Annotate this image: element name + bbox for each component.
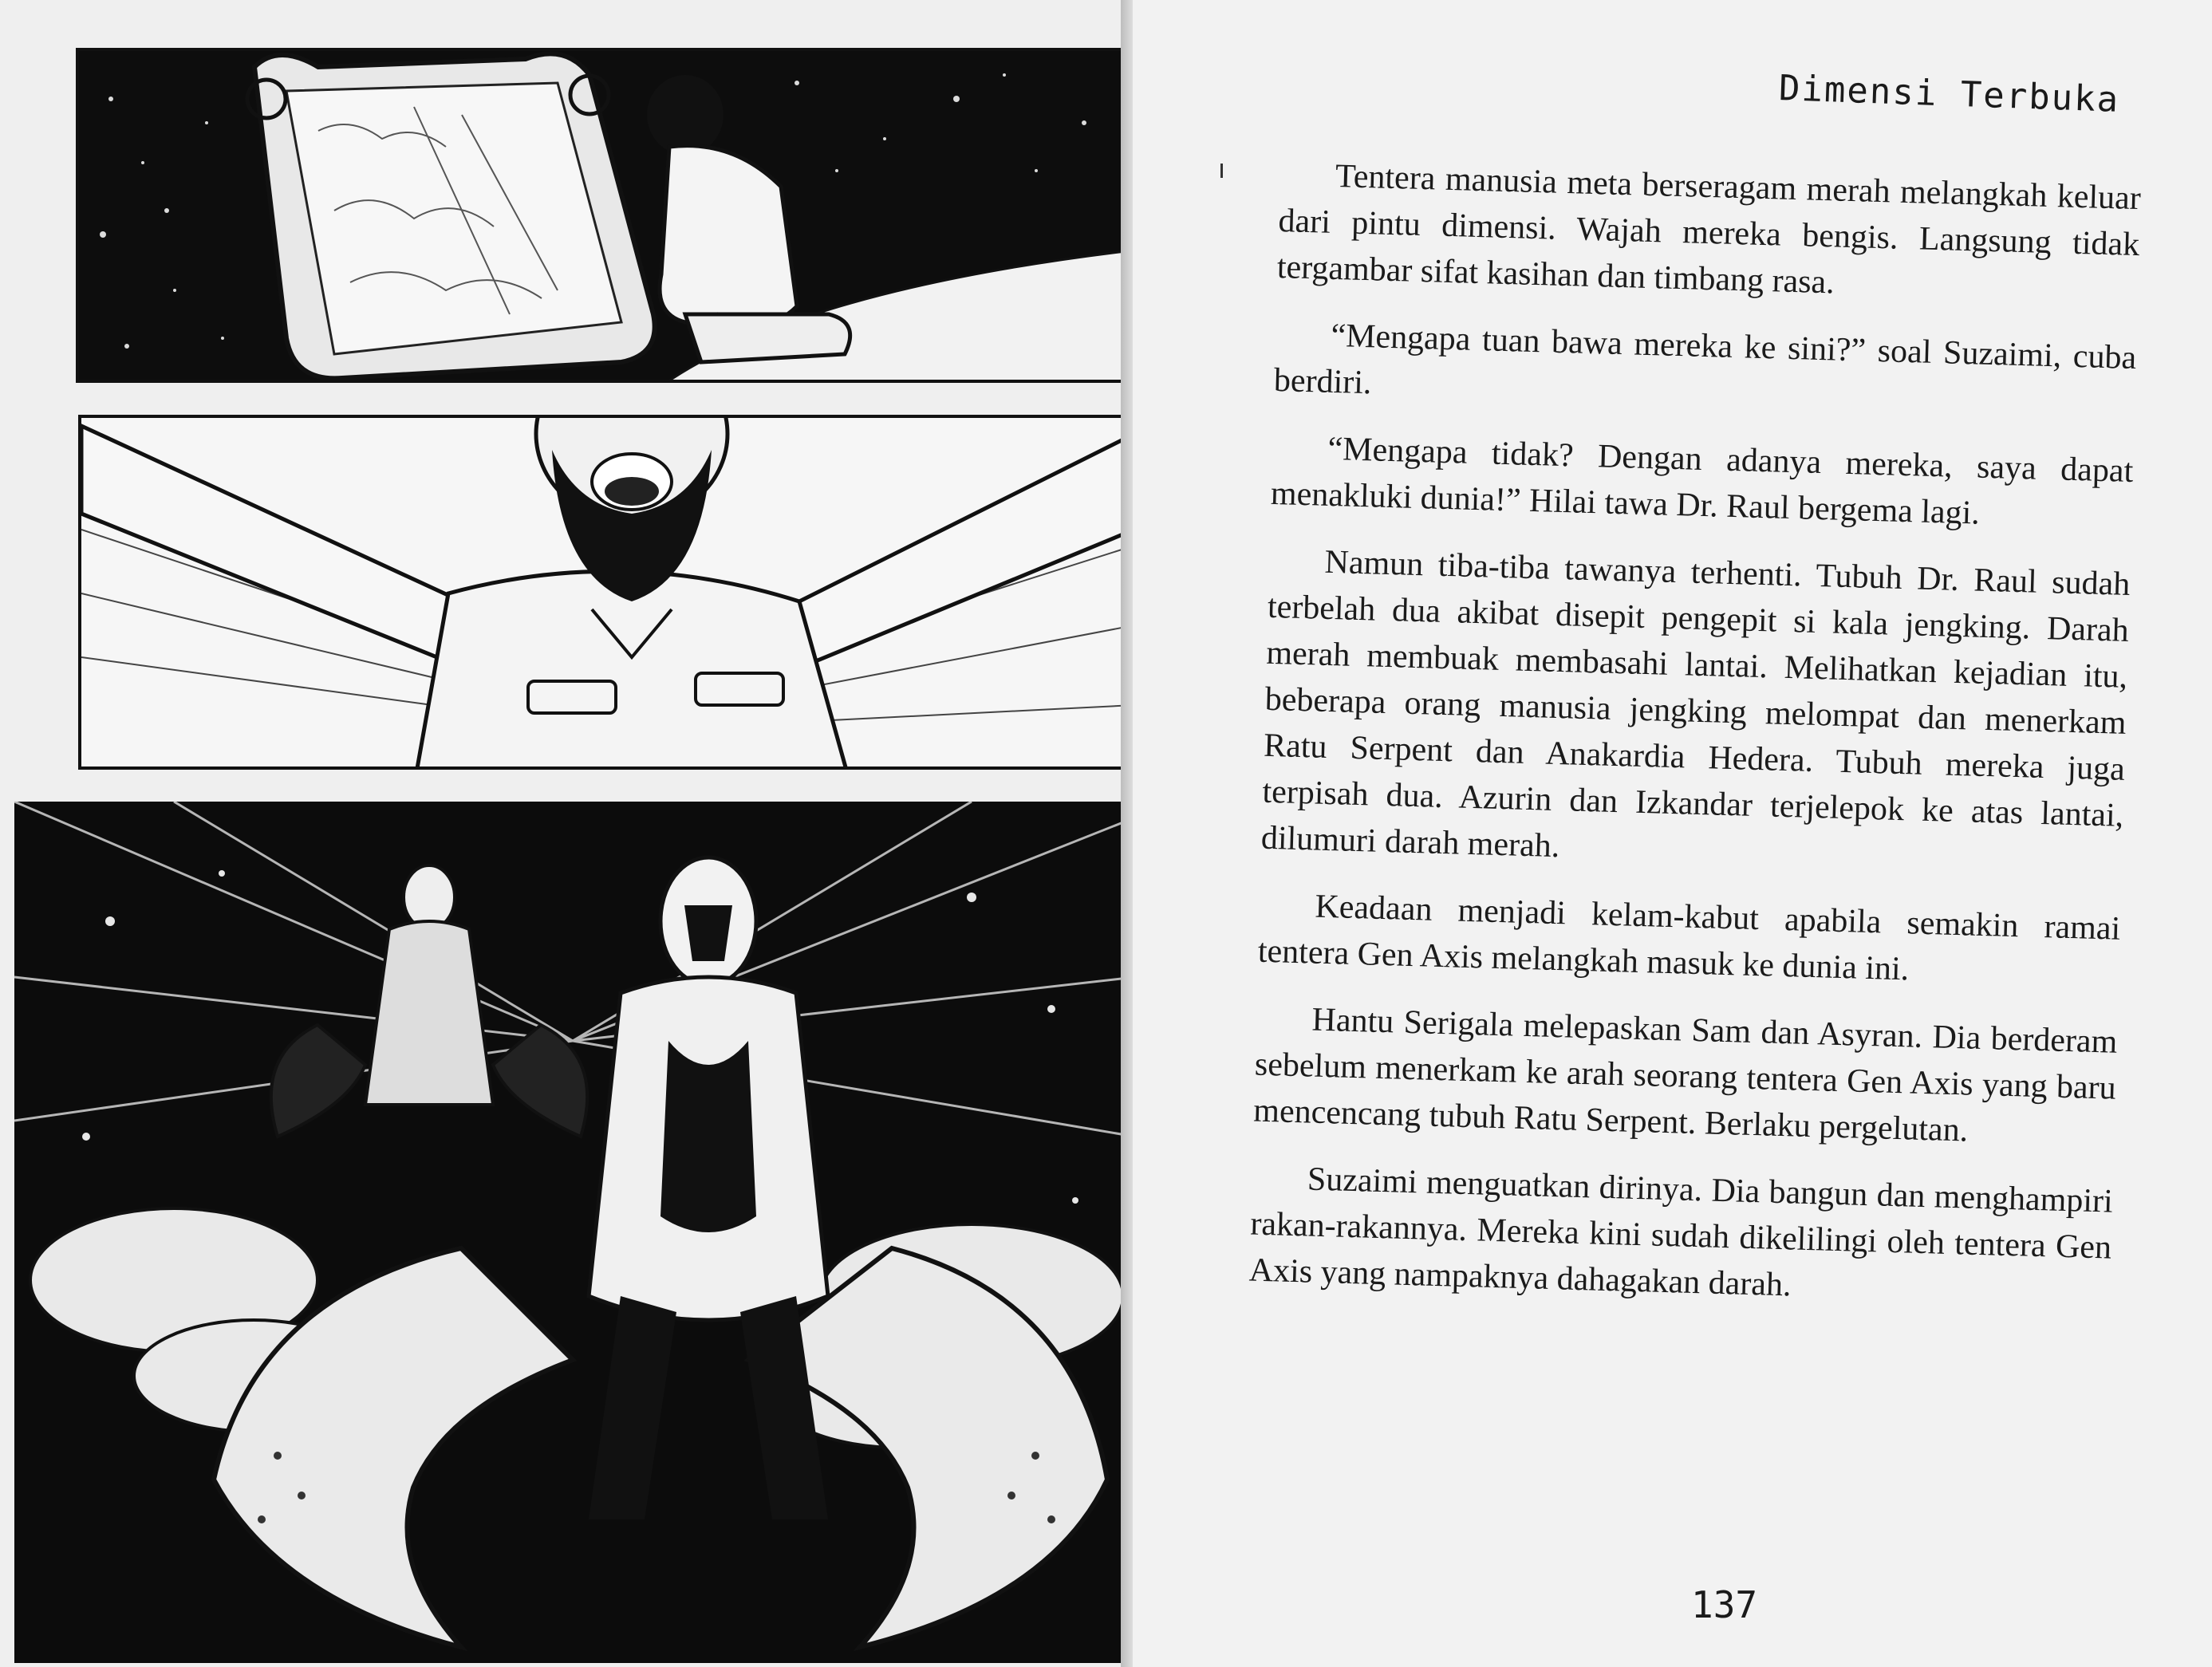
paragraph: Tentera manusia meta berseragam merah melangkah keluar dari pintu dimensi. Wajah mereka bengis. Langsung tidak tergambar sifat kasihan dan timbang rasa. — [1276, 157, 2142, 301]
paragraph: Suzaimi menguatkan dirinya. Dia bangun dan menghampiri rakan-rakannya. Mereka kini sudah dikelilingi oleh tentera Gen Axis yang nampaknya dahagakan darah. — [1248, 1161, 2114, 1304]
portal-illustration — [79, 51, 1129, 383]
text-page — [1133, 0, 2212, 1667]
margin-mark — [1220, 164, 1223, 178]
body-text — [1248, 152, 2141, 1338]
gen-axis-illustration — [14, 802, 1135, 1663]
comic-panel-portal — [76, 48, 1129, 383]
paragraph: Hantu Serigala melepaskan Sam dan Asyran. Dia berderam sebelum menerkam ke arah seorang tentera Gen Axis yang baru mencencang tubuh Ratu Serpent. Berlaku pergelutan. — [1252, 1001, 2118, 1149]
paragraph: “Mengapa tidak? Dengan adanya mereka, saya dapat menakluki dunia!” Hilai tawa Dr. Raul bergema lagi. — [1270, 430, 2134, 532]
running-head: Dimensi Terbuka — [1778, 68, 2120, 120]
comic-panel-gen-axis — [14, 802, 1135, 1663]
paragraph: Namun tiba-tiba tawanya terhenti. Tubuh Dr. Raul sudah terbelah dua akibat disepit pengepit si kala jengking. Darah merah membuak membasahi lantai. Melihatkan kejadian itu, beberapa orang manusia jengking melompat dan menerkam Ratu Serpent dan Anakardia Hedera. Tubuh mereka juga terpisah dua. Azurin dan Izkandar terjelepok ke atas lantai, dilumuri darah merah. — [1260, 543, 2131, 865]
page-number: 137 — [1691, 1583, 1758, 1626]
paragraph: “Mengapa tuan bawa mereka ke sini?” soal Suzaimi, cuba berdiri. — [1273, 317, 2137, 402]
paragraph: Keadaan menjadi kelam-kabut apabila semakin ramai tentera Gen Axis melangkah masuk ke dunia ini. — [1257, 888, 2121, 988]
dr-raul-illustration — [81, 418, 1131, 770]
comic-panel-dr-raul — [78, 415, 1131, 770]
